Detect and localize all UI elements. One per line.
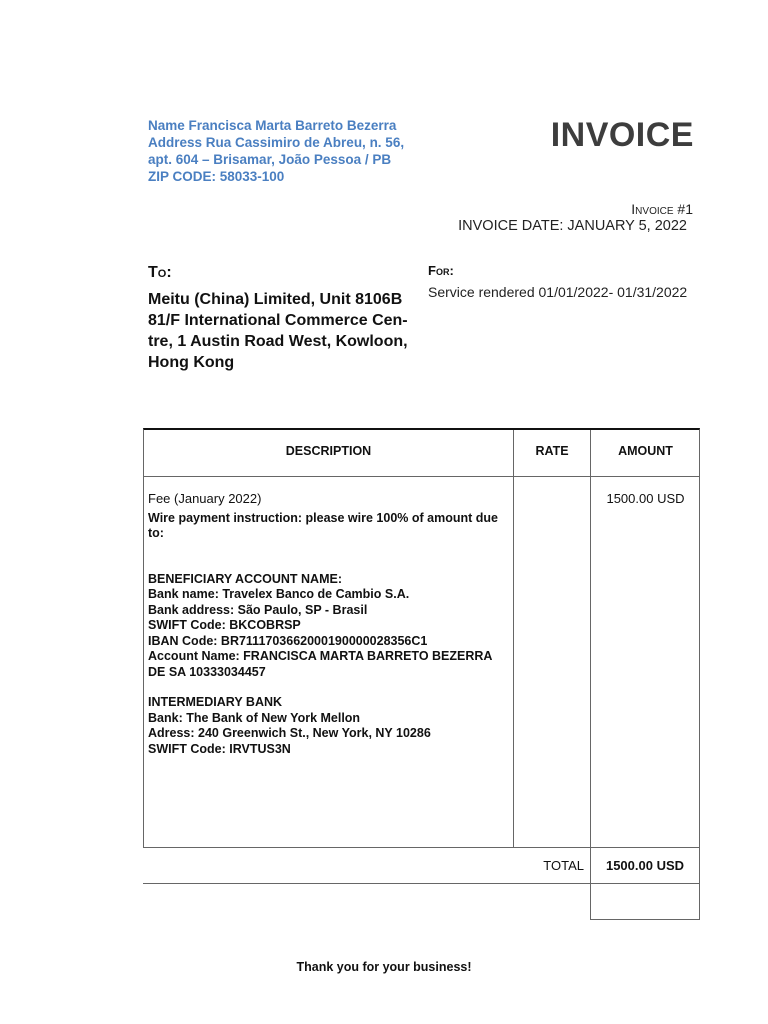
intermediary-line: INTERMEDIARY BANK <box>148 695 283 709</box>
service-period: Service rendered 01/01/2022- 01/31/2022 <box>428 284 688 300</box>
beneficiary-line: Bank name: Travelex Banco de Cambio S.A. <box>148 587 410 601</box>
total-value: 1500.00 USD <box>605 858 685 873</box>
header-divider <box>144 476 699 477</box>
beneficiary-line: DE SA 10333034457 <box>148 664 266 679</box>
beneficiary-line: Bank address: São Paulo, SP - Brasil <box>148 602 368 617</box>
sender-address-block <box>148 117 448 185</box>
recipient-line: Hong Kong <box>148 354 235 371</box>
header-amount: AMOUNT <box>618 444 673 458</box>
header-rate: RATE <box>535 444 569 458</box>
wire-instruction-line: Wire payment instruction: please wire 100% of amount due <box>148 510 498 525</box>
recipient-line: Meitu (China) Limited, Unit 8106B <box>148 291 403 308</box>
sender-name: Name Francisca Marta Barreto Bezerra <box>148 118 397 133</box>
beneficiary-line: IBAN Code: BR7111703662000190000028356C1 <box>148 633 428 648</box>
recipient-address <box>148 289 428 373</box>
beneficiary-line: SWIFT Code: BKCOBRSP <box>148 618 301 632</box>
recipient-line: 81/F International Commerce Cen- <box>148 312 408 329</box>
recipient-line: tre, 1 Austin Road West, Kowloon, <box>148 333 408 350</box>
item-description: Fee (January 2022) <box>148 491 262 506</box>
header-description: DESCRIPTION <box>285 444 372 458</box>
line-item-amount: 1500.00 USD <box>606 491 685 506</box>
beneficiary-line: Account Name: FRANCISCA MARTA BARRETO BEZERRA <box>148 649 493 663</box>
invoice-number <box>450 201 693 217</box>
beneficiary-line: BENEFICIARY ACCOUNT NAME: <box>148 571 342 586</box>
total-divider <box>143 883 590 884</box>
for-label: For: <box>428 263 454 278</box>
invoice-number-label: Invoice <box>631 201 674 217</box>
wire-instruction-line: to: <box>148 526 164 540</box>
column-divider <box>513 430 514 847</box>
sender-address-line-2: apt. 604 – Brisamar, João Pessoa / PB <box>148 152 392 167</box>
intermediary-line: Bank: The Bank of New York Mellon <box>148 710 361 725</box>
invoice-title: INVOICE <box>550 116 694 154</box>
total-label: TOTAL <box>543 858 584 873</box>
sender-address-line-1: Address Rua Cassimiro de Abreu, n. 56, <box>148 135 405 150</box>
invoice-number-value: #1 <box>677 201 693 217</box>
thank-you-note: Thank you for your business! <box>296 960 472 974</box>
sender-zip: ZIP CODE: 58033-100 <box>148 169 285 184</box>
to-label: To: <box>148 264 172 281</box>
total-box-divider <box>591 883 699 884</box>
invoice-date: INVOICE DATE: JANUARY 5, 2022 <box>458 218 687 234</box>
line-items-table <box>143 428 700 848</box>
intermediary-line: Adress: 240 Greenwich St., New York, NY 10286 <box>148 726 431 740</box>
line-item-description <box>148 491 508 757</box>
intermediary-line: SWIFT Code: IRVTUS3N <box>148 741 291 756</box>
